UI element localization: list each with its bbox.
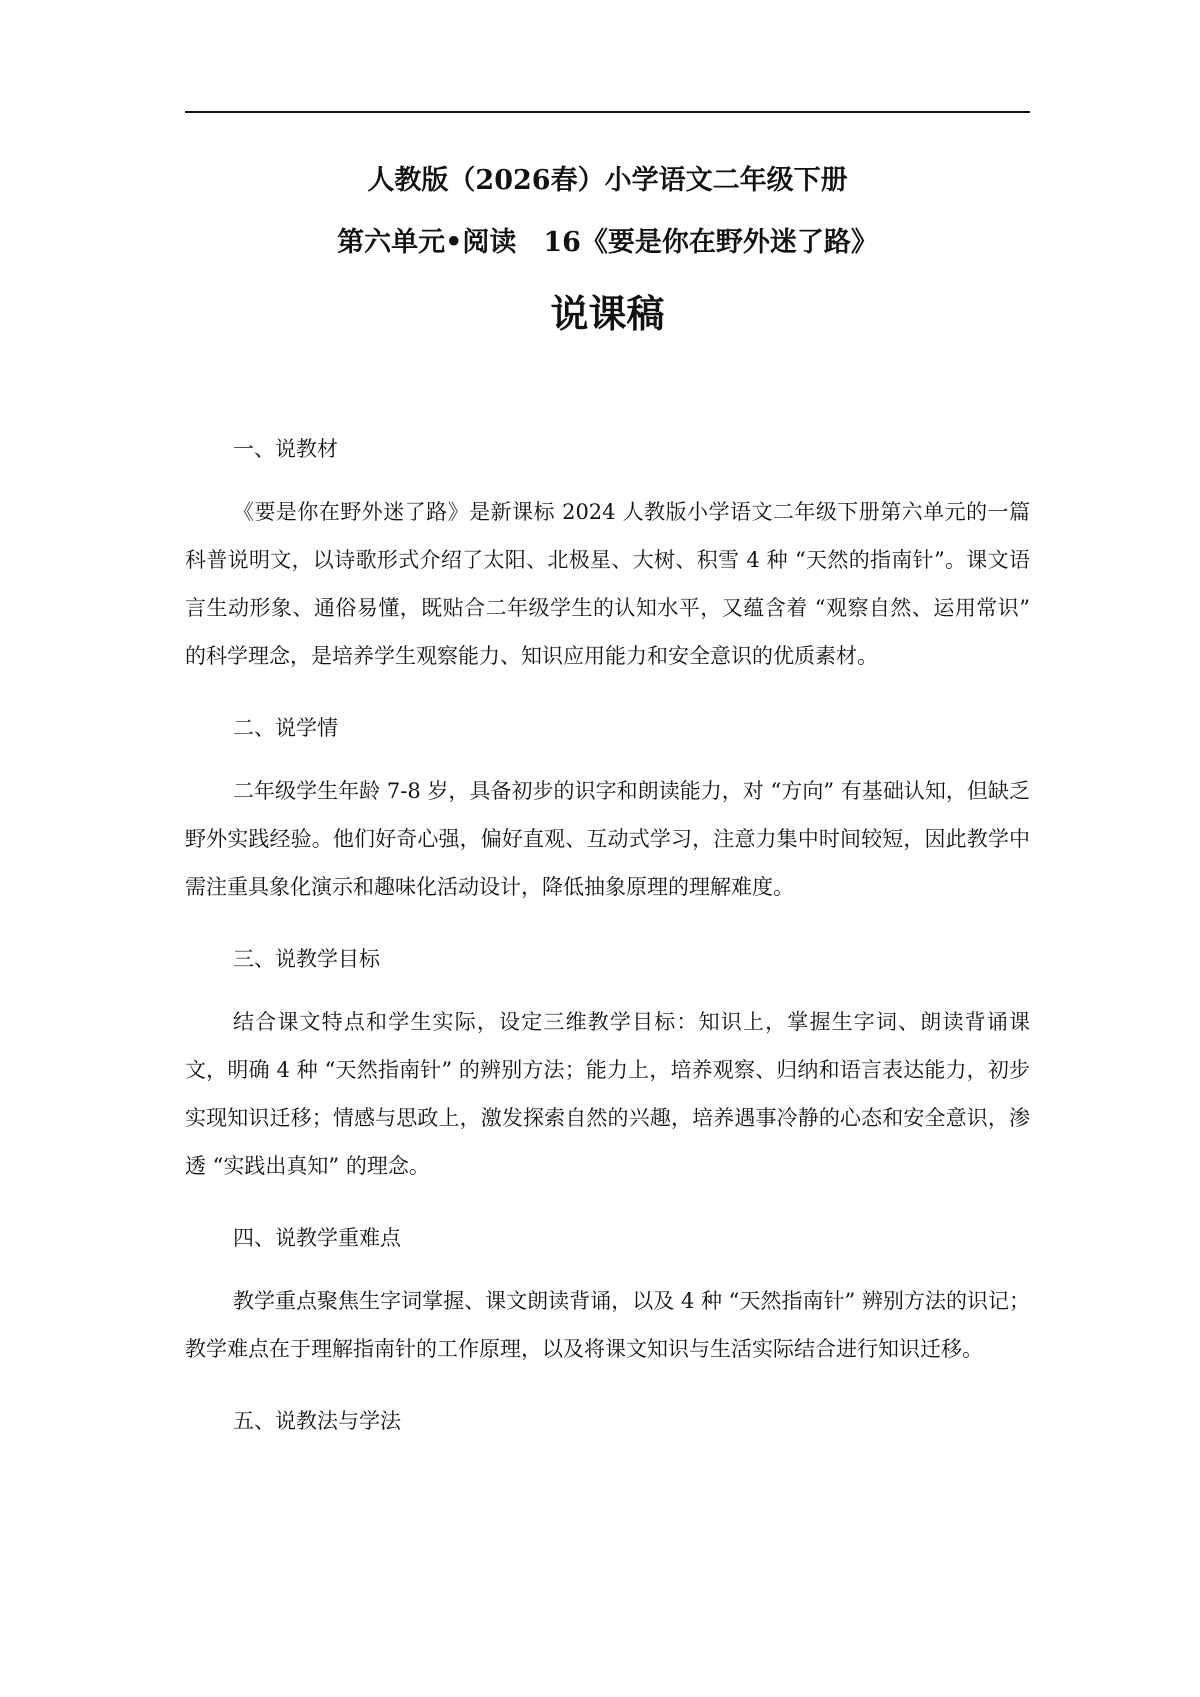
- section-heading: 四、说教学重难点: [233, 1226, 401, 1250]
- section-paragraph: 教学重点聚焦生字词掌握、课文朗读背诵，以及 4 种 “天然指南针” 辨别方法的识记；教学难点在于理解指南针的工作原理，以及将课文知识与生活实际结合进行知识迁移。: [185, 1289, 1030, 1361]
- title-block: [185, 150, 1030, 354]
- header-rule: [185, 111, 1030, 113]
- section-heading: 二、说学情: [233, 716, 338, 740]
- section-paragraph: 二年级学生年龄 7-8 岁，具备初步的识字和朗读能力，对 “方向” 有基础认知，但缺乏野外实践经验。他们好奇心强，偏好直观、互动式学习，注意力集中时间较短，因此教学中需注重具象化演示和趣味化活动设计，降低抽象原理的理解难度。: [185, 779, 1030, 899]
- section-heading: 五、说教法与学法: [233, 1409, 401, 1433]
- section-heading: 一、说教材: [233, 437, 338, 461]
- section-teaching-objectives: [185, 935, 1030, 1190]
- section-teaching-material: [185, 425, 1030, 680]
- section-heading: 三、说教学目标: [233, 947, 380, 971]
- document-title: 说课稿: [550, 291, 665, 336]
- lesson-title: 第六单元•阅读 16《要是你在野外迷了路》: [337, 227, 878, 258]
- section-student-analysis: [185, 704, 1030, 911]
- section-paragraph: 《要是你在野外迷了路》是新课标 2024 人教版小学语文二年级下册第六单元的一篇科普说明文，以诗歌形式介绍了太阳、北极星、大树、积雪 4 种 “天然的指南针”。课文语言生动形象、通俗易懂，既贴合二年级学生的认知水平，又蕴含着 “观察自然、运用常识” 的科学理念，是培养学生观察能力、知识应用能力和安全意识的优质素材。: [185, 500, 1030, 668]
- textbook-title: 人教版（2026春）小学语文二年级下册: [367, 165, 848, 196]
- section-paragraph: 结合课文特点和学生实际，设定三维教学目标：知识上，掌握生字词、朗读背诵课文，明确 4 种 “天然指南针” 的辨别方法；能力上，培养观察、归纳和语言表达能力，初步实现知识迁移；情感与思政上，激发探索自然的兴趣，培养遇事冷静的心态和安全意识，渗透 “实践出真知” 的理念。: [185, 1010, 1030, 1178]
- section-teaching-methods: [185, 1397, 1030, 1445]
- section-key-difficult-points: [185, 1214, 1030, 1373]
- document-body: [185, 425, 1030, 1445]
